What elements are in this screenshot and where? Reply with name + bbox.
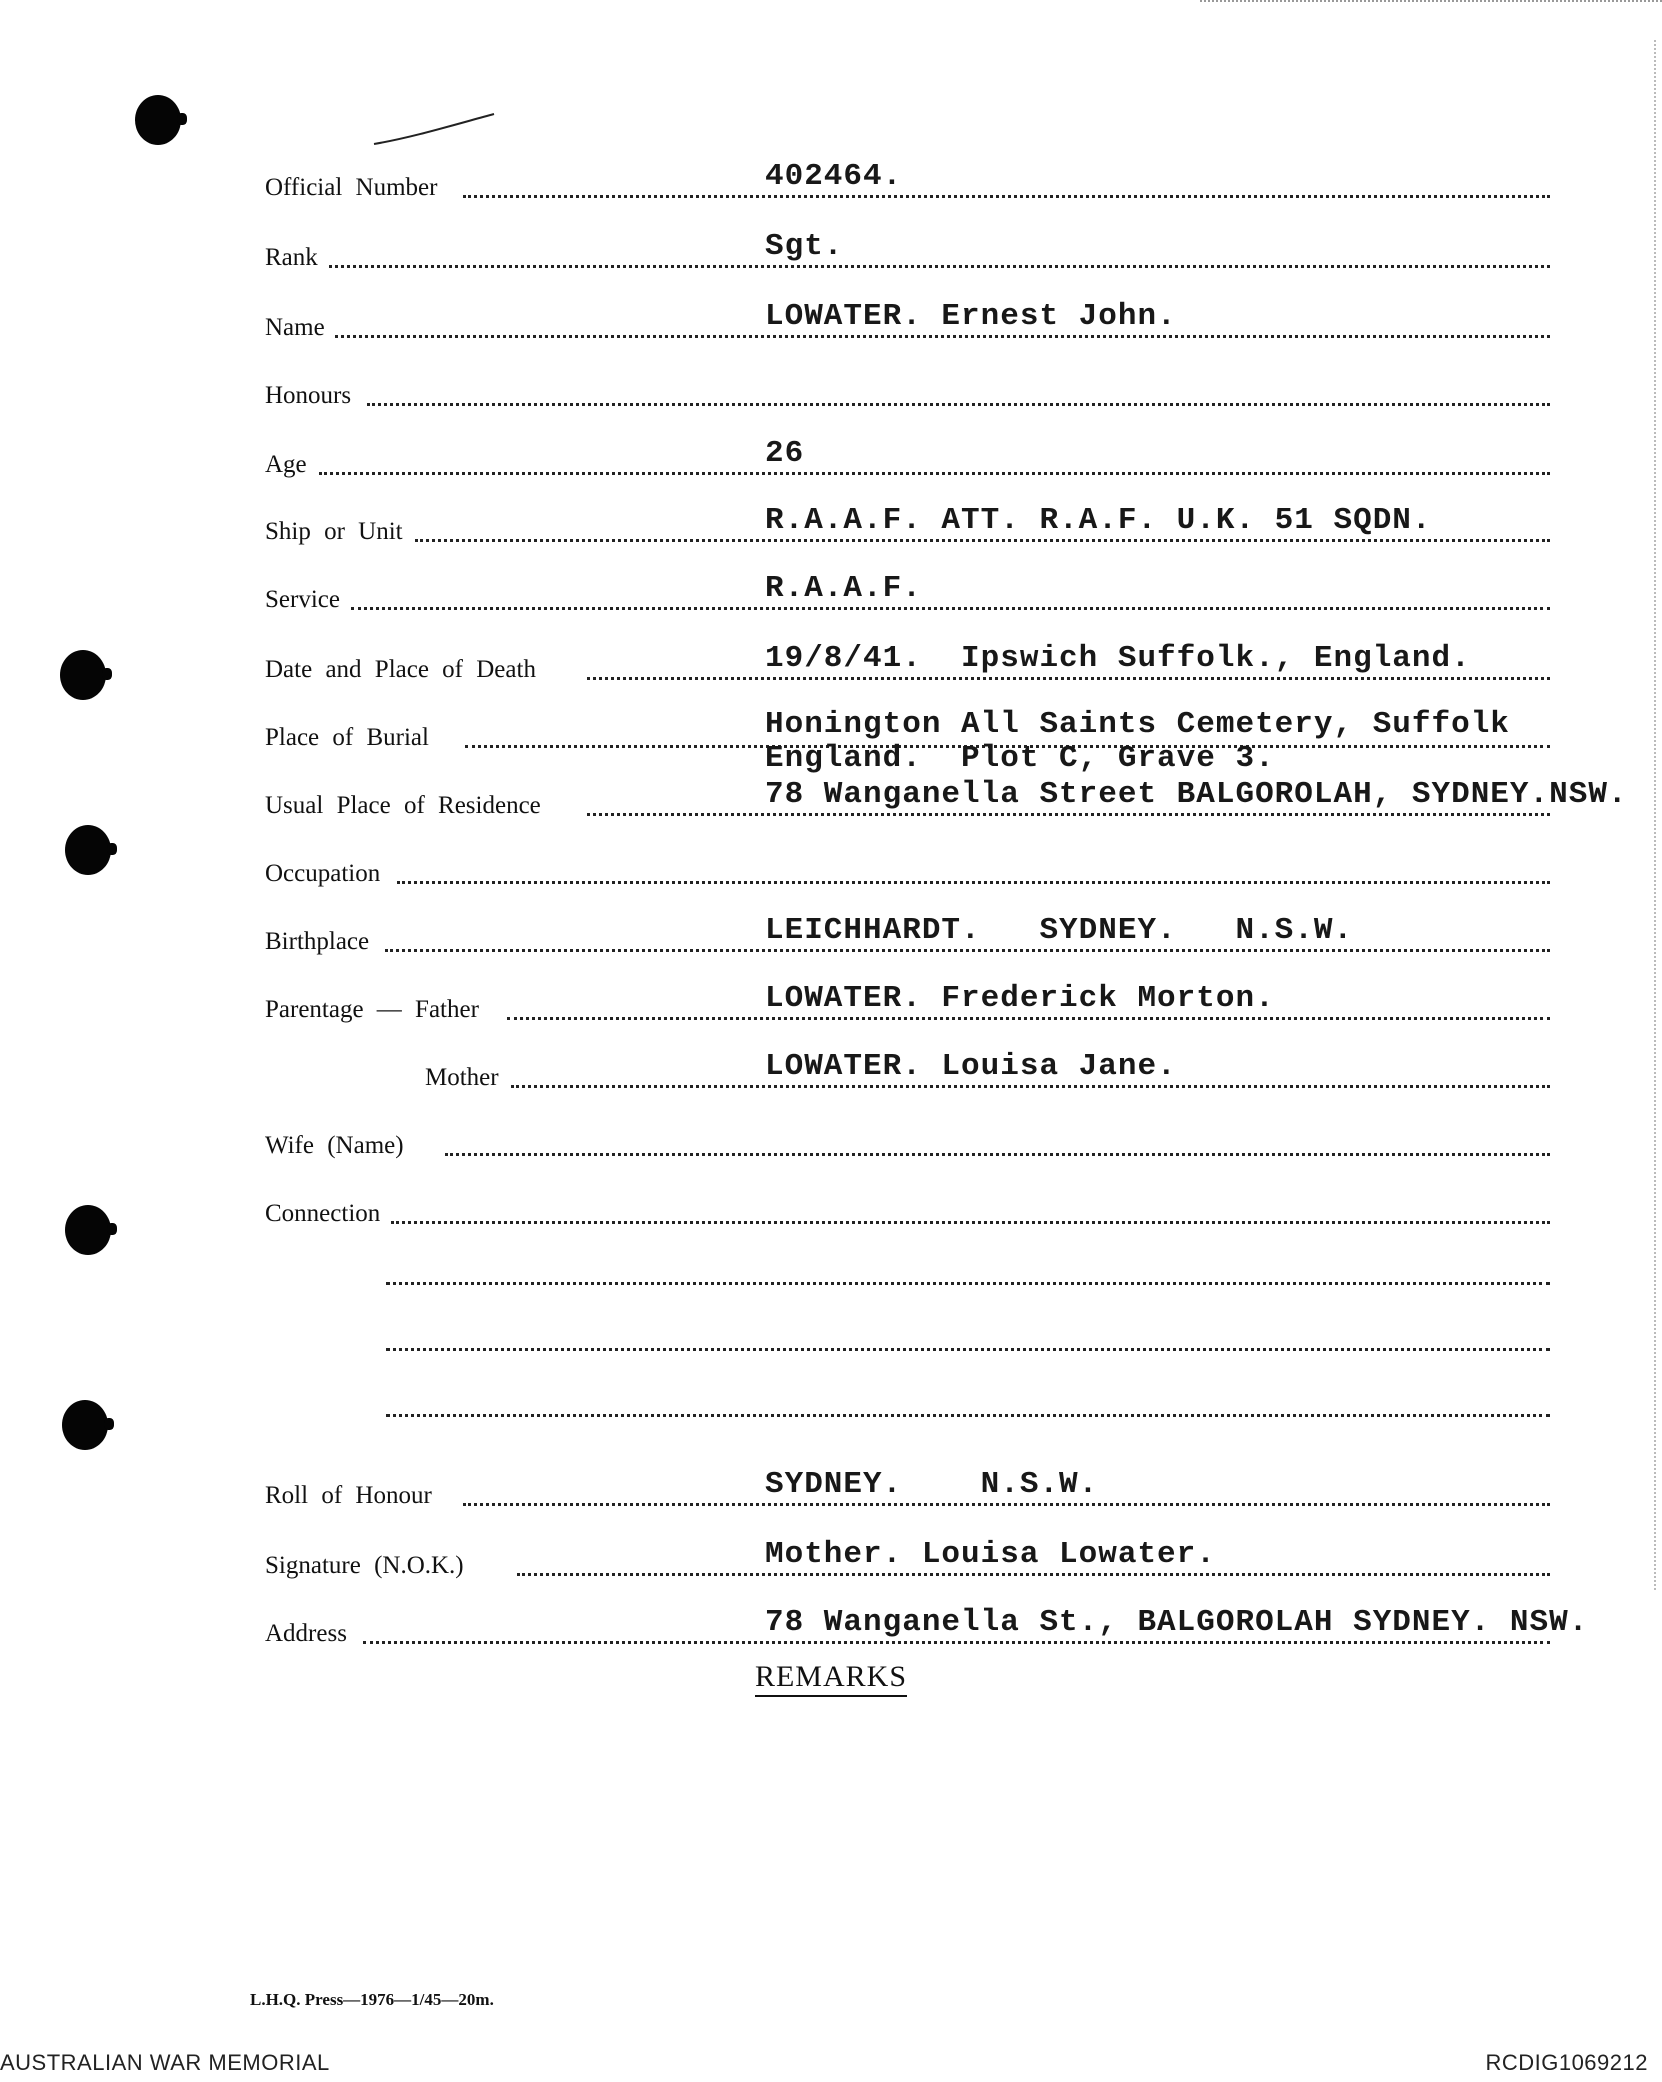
field-value: LEICHHARDT. SYDNEY. N.S.W. bbox=[765, 913, 1354, 948]
field-label: Occupation bbox=[265, 860, 381, 887]
dotted-rule bbox=[363, 1641, 1550, 1644]
field-label: Honours bbox=[265, 382, 352, 409]
binder-hole bbox=[65, 1205, 111, 1255]
field-roll-of-honour bbox=[265, 1458, 1550, 1508]
field-label: Date and Place of Death bbox=[265, 656, 536, 683]
field-official-number bbox=[265, 150, 1550, 200]
field-value: Honington All Saints Cemetery, Suffolk England. Plot C, Grave 3. bbox=[765, 707, 1510, 776]
field-label: Rank bbox=[265, 244, 318, 271]
field-service bbox=[265, 562, 1550, 612]
field-label: Usual Place of Residence bbox=[265, 792, 541, 819]
dotted-rule bbox=[391, 1221, 1550, 1224]
remarks-heading bbox=[0, 1660, 1662, 1694]
dotted-rule bbox=[463, 1503, 1550, 1506]
field-value: Mother. Louisa Lowater. bbox=[765, 1537, 1216, 1572]
scan-artifact bbox=[1200, 0, 1662, 8]
field-value: LOWATER. Ernest John. bbox=[765, 299, 1177, 334]
footer-credit: AUSTRALIAN WAR MEMORIAL bbox=[0, 2050, 330, 2075]
remarks-heading-text: REMARKS bbox=[755, 1660, 907, 1697]
field-value: 26 bbox=[765, 436, 805, 471]
dotted-rule bbox=[367, 403, 1550, 406]
field-label: Ship or Unit bbox=[265, 518, 403, 545]
field-usual-place-of-residence bbox=[265, 768, 1628, 819]
dotted-rule bbox=[587, 813, 1550, 816]
field-value: 402464. bbox=[765, 159, 903, 194]
field-signature-nok bbox=[265, 1528, 1550, 1578]
field-parentage-mother bbox=[265, 1040, 1550, 1090]
field-address bbox=[265, 1596, 1589, 1647]
connection-extra-rule bbox=[386, 1282, 1550, 1285]
dotted-rule bbox=[463, 195, 1550, 198]
field-value: LOWATER. Frederick Morton. bbox=[765, 981, 1275, 1016]
dotted-rule bbox=[335, 335, 1550, 338]
dotted-rule bbox=[329, 265, 1550, 268]
field-honours bbox=[265, 358, 1550, 408]
scan-artifact bbox=[1650, 40, 1656, 1590]
field-name bbox=[265, 290, 1550, 340]
field-label: Wife (Name) bbox=[265, 1132, 404, 1159]
binder-hole bbox=[65, 825, 111, 875]
field-value: R.A.A.F. bbox=[765, 571, 922, 606]
field-label: Birthplace bbox=[265, 928, 370, 955]
field-birthplace bbox=[265, 904, 1550, 954]
connection-extra-rule bbox=[386, 1348, 1550, 1351]
binder-hole bbox=[62, 1400, 108, 1450]
field-label: Roll of Honour bbox=[265, 1482, 432, 1509]
field-age bbox=[265, 427, 1550, 477]
field-wife-name bbox=[265, 1108, 1550, 1158]
dotted-rule bbox=[587, 677, 1550, 680]
dotted-rule bbox=[507, 1017, 1550, 1020]
field-rank bbox=[265, 220, 1550, 270]
field-value: R.A.A.F. ATT. R.A.F. U.K. 51 SQDN. bbox=[765, 503, 1432, 538]
field-place-of-burial bbox=[265, 700, 1550, 776]
dotted-rule bbox=[319, 472, 1550, 475]
field-label: Official Number bbox=[265, 174, 438, 201]
field-label: Age bbox=[265, 451, 307, 478]
field-label: Mother bbox=[425, 1064, 499, 1091]
dotted-rule bbox=[397, 881, 1550, 884]
dotted-rule bbox=[415, 539, 1550, 542]
field-connection bbox=[265, 1176, 1550, 1226]
connection-extra-rule bbox=[386, 1414, 1550, 1417]
field-value: 19/8/41. Ipswich Suffolk., England. bbox=[765, 641, 1471, 676]
field-label: Place of Burial bbox=[265, 724, 429, 751]
field-value: LOWATER. Louisa Jane. bbox=[765, 1049, 1177, 1084]
dotted-rule bbox=[351, 607, 1550, 610]
field-occupation bbox=[265, 836, 1550, 886]
field-parentage-father bbox=[265, 972, 1550, 1022]
field-label: Address bbox=[265, 1620, 347, 1647]
binder-hole bbox=[60, 650, 106, 700]
field-value: SYDNEY. N.S.W. bbox=[765, 1467, 1099, 1502]
dotted-rule bbox=[511, 1085, 1550, 1088]
field-ship-or-unit bbox=[265, 494, 1550, 544]
dotted-rule bbox=[385, 949, 1550, 952]
dotted-rule bbox=[517, 1573, 1550, 1576]
pen-stroke bbox=[370, 110, 500, 150]
field-label: Parentage — Father bbox=[265, 996, 479, 1023]
footer-record-id: RCDIG1069212 bbox=[1485, 2050, 1648, 2075]
press-note: L.H.Q. Press—1976—1/45—20m. bbox=[250, 1990, 494, 2009]
field-label: Service bbox=[265, 586, 340, 613]
field-label: Signature (N.O.K.) bbox=[265, 1552, 464, 1579]
dotted-rule bbox=[445, 1153, 1550, 1156]
field-value: 78 Wanganella St., BALGOROLAH SYDNEY. NSW. bbox=[765, 1605, 1589, 1640]
binder-hole bbox=[135, 95, 181, 145]
field-label: Name bbox=[265, 314, 325, 341]
field-label: Connection bbox=[265, 1200, 381, 1227]
field-value: 78 Wanganella Street BALGOROLAH, SYDNEY.NSW. bbox=[765, 777, 1628, 812]
field-value: Sgt. bbox=[765, 229, 844, 264]
field-date-and-place-of-death bbox=[265, 632, 1550, 682]
